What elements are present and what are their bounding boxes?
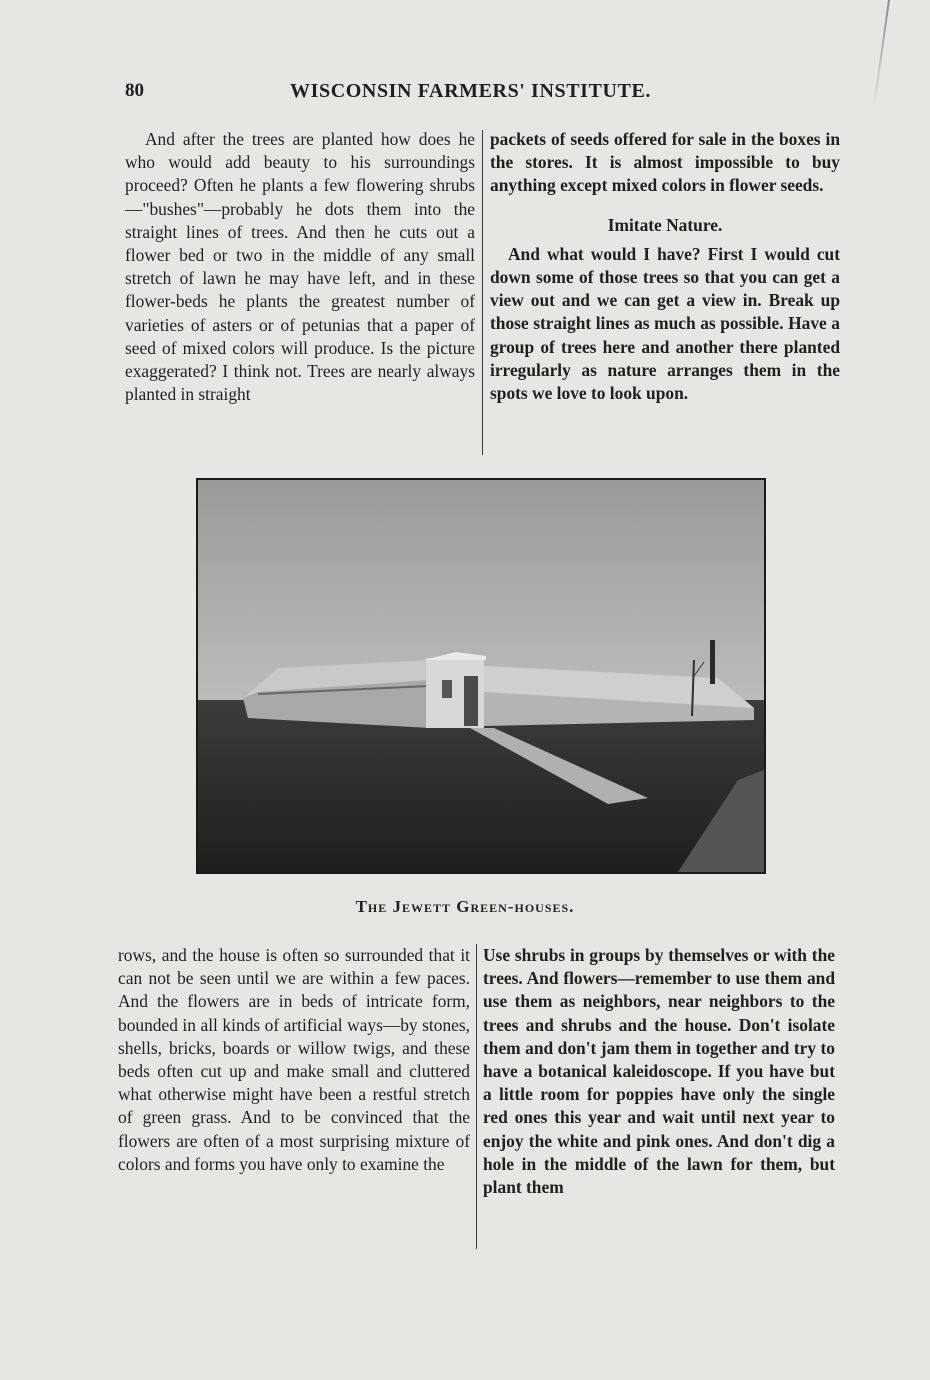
figure-caption: The Jewett Green-houses.	[355, 897, 575, 916]
greenhouse-photo-illustration	[198, 480, 764, 872]
chimney	[710, 640, 715, 684]
top-right-paragraph-2: And what would I have? First I would cut down some of those trees so that you can get a view out and we can get a view in. Break up those straight lines as much as possible. Have a group of trees here and another there planted irregularly as nature arranges them in the spots we love to look upon.	[490, 243, 840, 404]
greenhouse-photo	[196, 478, 766, 874]
top-left-column	[125, 128, 475, 406]
window	[442, 680, 452, 698]
bottom-right-column	[483, 944, 835, 1199]
top-right-paragraph: packets of seeds offered for sale in the boxes in the stores. It is almost impossible to buy anything except mixed colors in flower seeds.	[490, 129, 840, 196]
top-right-column	[490, 128, 840, 405]
column-divider-bottom	[476, 944, 477, 1249]
bottom-right-paragraph: Use shrubs in groups by themselves or with the trees. And flowers—remember to use them and use them as neighbors, near neighbors to the trees and shrubs and the house. Don't isolate them and don't jam them in together and try to have a botanical kaleidoscope. If you have but a little room for poppies have only the single red ones this year and wait until next year to enjoy the white and pink ones. And don't dig a hole in the middle of the lawn for them, but plant them	[483, 945, 835, 1198]
bottom-left-column	[118, 944, 470, 1176]
top-left-paragraph: And after the trees are planted how does he who would add beauty to his surroundings proceed? Often he plants a few flowering shrubs—"bushes"—probably he dots them into the straight lines of trees. And then he cuts out a flower bed or two in the middle of any small stretch of lawn he may have left, and in these flower-beds he plants the greatest number of varieties of asters or of petunias that a paper of seed of mixed colors will produce. Is the picture exaggerated? I think not. Trees are nearly always planted in straight	[125, 129, 475, 405]
column-divider-top	[482, 130, 483, 455]
section-subhead: Imitate Nature.	[607, 214, 723, 235]
door	[464, 676, 478, 726]
page-number: 80	[125, 80, 144, 101]
running-title: WISCONSIN FARMERS' INSTITUTE.	[290, 80, 651, 102]
page-header	[125, 80, 845, 110]
bottom-left-paragraph: rows, and the house is often so surrounded that it can not be seen until we are within a few paces. And the flowers are in beds of intricate form, bounded in all kinds of artificial ways—by stones, shells, bricks, boards or willow twigs, and these beds often cut up and make small and cluttered what otherwise might have been a restful stretch of green grass. And to be convinced that the flowers are often of a most surprising mixture of colors and forms you have only to examine the	[118, 945, 470, 1174]
page-edge-mark	[873, 0, 890, 109]
